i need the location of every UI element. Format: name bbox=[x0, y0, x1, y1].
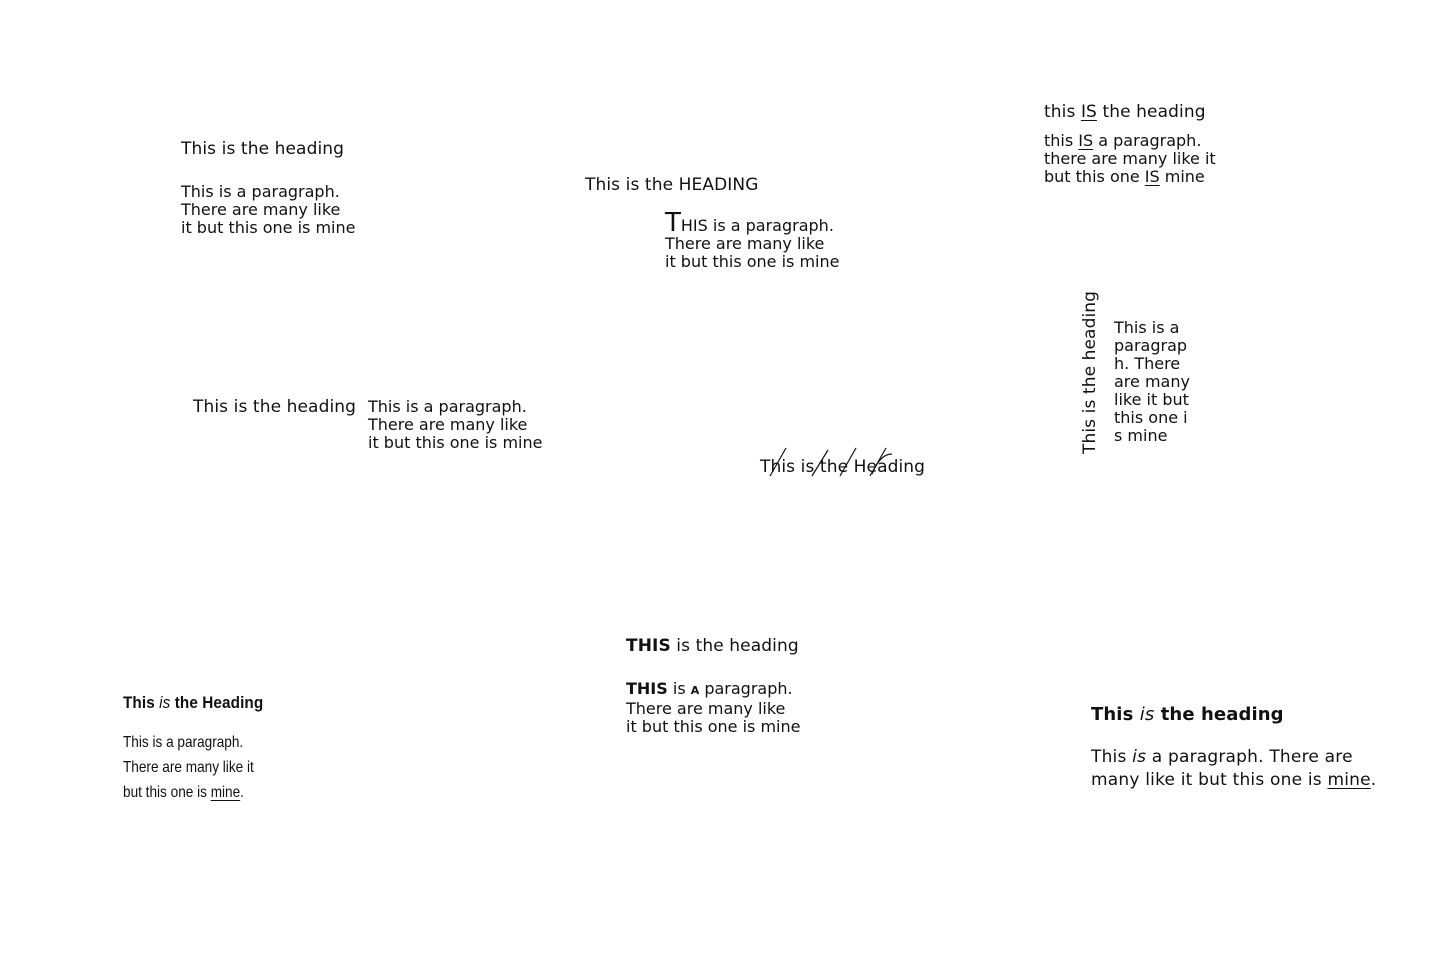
bold-word: THIS bbox=[626, 679, 668, 698]
sample-heading: This is the heading bbox=[1080, 290, 1100, 454]
paragraph-text: there are many like it bbox=[1044, 149, 1216, 168]
sample-heading: This is the Heading bbox=[760, 457, 926, 477]
underlined-word: mine bbox=[210, 784, 241, 801]
underlined-word: IS bbox=[1078, 131, 1094, 150]
underlined-word: mine bbox=[1327, 770, 1371, 790]
slash-mark bbox=[840, 448, 856, 476]
typography-sample-7 bbox=[123, 694, 279, 805]
paragraph-line: There are many like bbox=[181, 200, 341, 219]
sample-heading: This is the heading bbox=[193, 397, 357, 417]
sample-paragraph: This is a paragraph. There are many like it but this one is mine bbox=[1114, 318, 1190, 445]
typography-sample-2 bbox=[585, 176, 839, 271]
rotated-heading-wrap bbox=[1080, 290, 1101, 454]
typography-sample-9 bbox=[1091, 706, 1376, 792]
typography-sample-3 bbox=[1044, 103, 1216, 186]
heading-text: the Heading bbox=[170, 693, 264, 712]
heading-text: This bbox=[1091, 704, 1140, 725]
paragraph-line bbox=[665, 208, 839, 238]
paragraph-text: this bbox=[1044, 131, 1079, 150]
typography-sample-8 bbox=[626, 637, 800, 736]
italic-word: is bbox=[1139, 704, 1155, 725]
paragraph-text: paragraph. bbox=[699, 679, 793, 698]
paragraph-line: There are many like it bbox=[123, 759, 254, 776]
paragraph-text: HIS is a paragraph. bbox=[680, 216, 834, 235]
paragraph-line: There are many like bbox=[626, 699, 786, 718]
paragraph-text: but this one is bbox=[123, 784, 211, 801]
sample-paragraph bbox=[368, 398, 542, 452]
paragraph-text: mine bbox=[1159, 167, 1205, 186]
paragraph-text: a paragraph. bbox=[1093, 131, 1202, 150]
paragraph-text: but this one bbox=[1044, 167, 1145, 186]
italic-word: is bbox=[1132, 747, 1147, 767]
sample-heading bbox=[1044, 103, 1216, 121]
paragraph-line bbox=[123, 780, 255, 805]
paragraph-line bbox=[1091, 769, 1376, 792]
paragraph-line: it but this one is mine bbox=[368, 433, 543, 452]
sample-heading bbox=[1091, 706, 1376, 724]
sample-paragraph bbox=[1091, 746, 1376, 792]
heading-text: the heading bbox=[1154, 704, 1284, 725]
sample-heading: This is the heading bbox=[181, 139, 345, 159]
paragraph-text: This bbox=[1091, 747, 1133, 767]
heading-text: this bbox=[1044, 102, 1081, 122]
paragraph-line: There are many like bbox=[368, 415, 528, 434]
paragraph-line bbox=[626, 680, 800, 700]
drop-cap: T bbox=[665, 208, 681, 238]
sample-heading bbox=[626, 637, 800, 655]
sample-paragraph bbox=[1044, 132, 1216, 186]
sample-paragraph bbox=[181, 183, 355, 237]
slash-mark bbox=[770, 448, 786, 476]
slash-mark bbox=[812, 450, 828, 476]
typography-sample-1 bbox=[181, 140, 355, 237]
paragraph-line bbox=[1044, 132, 1216, 150]
paragraph-line: This is a paragraph. bbox=[123, 734, 244, 751]
paragraph-line bbox=[1091, 746, 1376, 769]
paragraph-text: a paragraph. There are bbox=[1146, 747, 1353, 767]
typography-sample-5 bbox=[760, 440, 925, 480]
sample-paragraph bbox=[123, 730, 255, 805]
small-caps-letter: A bbox=[690, 684, 700, 697]
paragraph-text: . bbox=[240, 784, 244, 801]
paragraph-text: . bbox=[1370, 770, 1377, 790]
sample-paragraph bbox=[626, 680, 800, 736]
paragraph-line bbox=[1044, 168, 1216, 186]
heading-text: is the heading bbox=[670, 636, 799, 656]
slash-marks bbox=[760, 440, 910, 480]
sample-paragraph bbox=[665, 208, 840, 271]
underlined-word: IS bbox=[1144, 167, 1160, 186]
paragraph-line bbox=[1044, 150, 1216, 168]
paragraph-line: This is a paragraph. bbox=[181, 182, 340, 201]
paragraph-line: it but this one is mine bbox=[181, 218, 356, 237]
paragraph-line: it but this one is mine bbox=[665, 252, 840, 271]
slash-mark bbox=[872, 454, 892, 474]
paragraph-line: There are many like bbox=[665, 234, 825, 253]
underlined-word: IS bbox=[1080, 102, 1097, 122]
sample-heading: This is the HEADING bbox=[585, 175, 759, 195]
paragraph-text: is bbox=[667, 679, 691, 698]
paragraph-line: This is a paragraph. bbox=[368, 397, 527, 416]
paragraph-text: many like it but this one is bbox=[1091, 770, 1328, 790]
paragraph-line: it but this one is mine bbox=[626, 717, 801, 736]
heading-text: This bbox=[123, 693, 160, 712]
sample-heading bbox=[123, 694, 263, 712]
heading-text: the heading bbox=[1096, 102, 1206, 122]
italic-word: is bbox=[159, 693, 171, 712]
bold-word: THIS bbox=[626, 636, 671, 656]
